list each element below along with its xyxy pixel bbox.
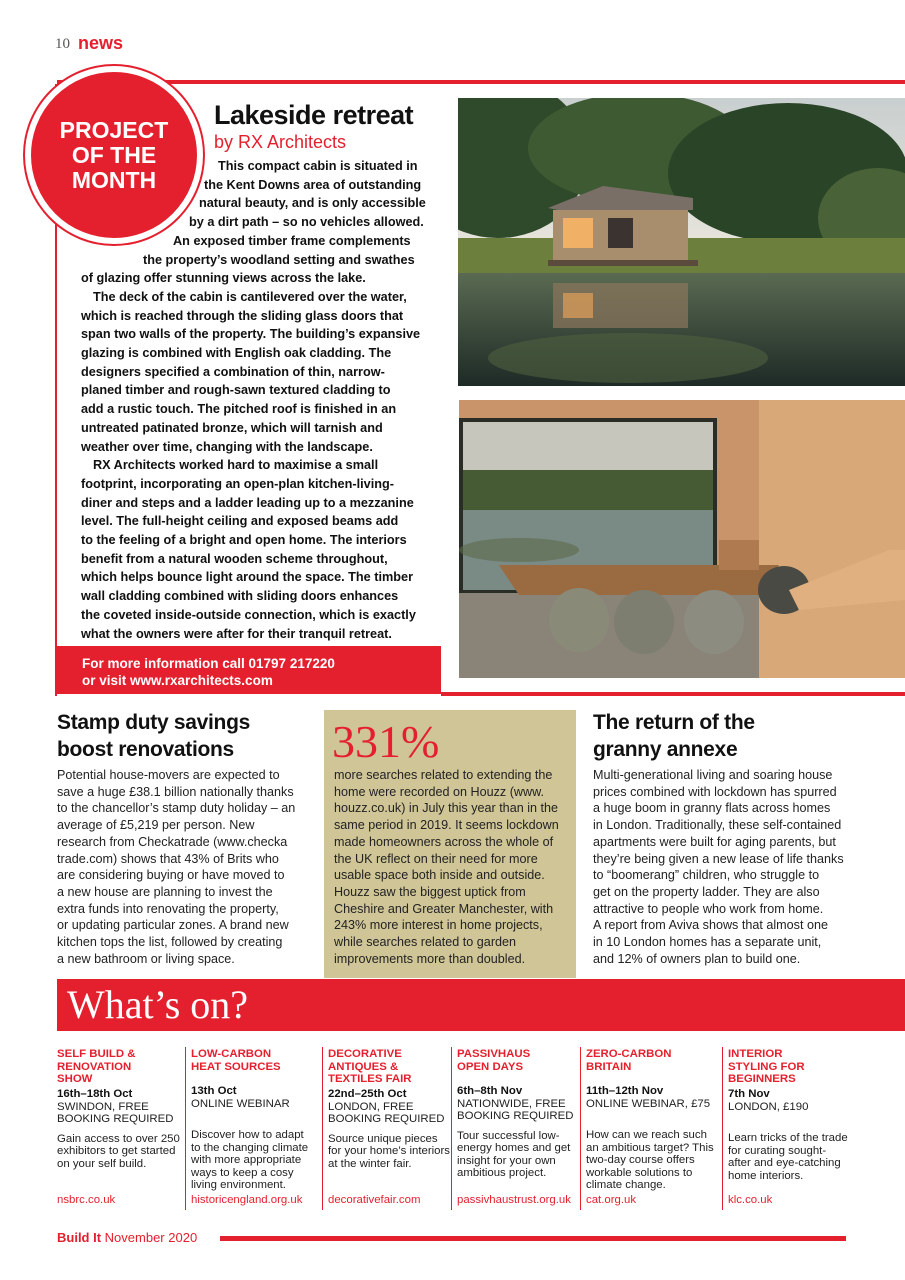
event-description: Tour successful low- <box>457 1129 560 1142</box>
column-line: apartments were built for aging parents, but <box>593 834 836 849</box>
column-line: a huge boom in granny flats across homes <box>593 801 831 816</box>
feature-body-line: This compact cabin is situated in <box>218 159 418 173</box>
feature-body-line: natural beauty, and is only accessible <box>199 196 426 211</box>
headline-line: The return of the <box>593 711 755 734</box>
event-date: 22nd–25th Oct <box>328 1088 407 1100</box>
feature-byline: by RX Architects <box>214 132 347 152</box>
event-title: ANTIQUES & <box>328 1060 399 1073</box>
column-line: save a huge £38.1 billion nationally thanks <box>57 784 294 799</box>
event-description: an ambitious target? This <box>586 1141 714 1154</box>
event-description: with more appropriate <box>191 1154 302 1166</box>
column-line: a new house are planning to invest the <box>57 884 273 899</box>
event-description: for curating sought- <box>728 1144 827 1157</box>
feature-body-line: to the feeling of a bright and open home. The interiors <box>81 533 407 547</box>
column-line: to the chancellor’s stamp duty holiday – an <box>57 801 296 816</box>
event-description: Source unique pieces <box>328 1132 438 1145</box>
column-line: while searches related to garden <box>334 935 517 950</box>
column-line: same period in 2019. It seems lockdown <box>334 818 559 833</box>
event-date: 11th–12th Nov <box>586 1085 664 1097</box>
event-title: TEXTILES FAIR <box>328 1073 412 1085</box>
event-title: BRITAIN <box>586 1060 632 1073</box>
event-title: BEGINNERS <box>728 1073 796 1085</box>
event-description: living environment. <box>191 1179 286 1191</box>
event-item <box>191 1048 308 1192</box>
event-location: NATIONWIDE, FREE <box>457 1097 566 1110</box>
feature-body-line: untreated patinated bronze, which will tarnish and <box>81 420 383 435</box>
headline-line: Stamp duty savings <box>57 711 250 734</box>
event-description: on your self build. <box>57 1157 147 1170</box>
event-date: 7th Nov <box>728 1088 770 1100</box>
event-description: Discover how to adapt <box>191 1129 304 1141</box>
event-date: 6th–8th Nov <box>457 1085 523 1097</box>
column-line: trade.com) shows that 43% of Brits who <box>57 851 279 866</box>
event-description: insight for your own <box>457 1154 556 1167</box>
event-date: 13th Oct <box>191 1085 237 1097</box>
feature-body-line: the property’s woodland setting and swathes <box>143 252 415 267</box>
cabin-interior-photo <box>459 400 905 678</box>
section-label: news <box>78 33 124 53</box>
badge-line: OF THE <box>71 141 157 168</box>
info-phone: For more information call 01797 217220 <box>82 656 335 671</box>
event-link[interactable]: klc.co.uk <box>728 1194 773 1206</box>
cabin-exterior-photo <box>458 98 905 386</box>
column-line: usable space both inside and outside. <box>334 868 545 883</box>
feature-body-line: designers specified a combination of thin, narrow- <box>81 364 385 379</box>
event-item <box>586 1048 714 1192</box>
event-title: RENOVATION <box>57 1060 132 1073</box>
stat-body <box>334 767 559 967</box>
event-location: ONLINE WEBINAR <box>191 1097 290 1110</box>
column-line: attractive to people who work from home. <box>593 901 824 916</box>
feature-body-line: diner and steps and a ladder leading up to a mezzanine <box>81 495 414 510</box>
event-divider <box>580 1047 581 1210</box>
event-divider <box>185 1047 186 1210</box>
feature-body-line: benefit from a natural wooden scheme throughout, <box>81 551 388 566</box>
event-description: energy homes and get <box>457 1142 571 1154</box>
column-line: houzz.co.uk) in July this year than in the <box>334 801 559 816</box>
event-location: BOOKING REQUIRED <box>457 1110 574 1122</box>
column-line: improvements more than doubled. <box>334 951 526 966</box>
column-line: Cheshire and Greater Manchester, with <box>334 901 554 916</box>
stamp-duty-body <box>57 767 295 967</box>
stamp-duty-headline <box>57 709 250 763</box>
feature-body-line: planed timber and rough-sawn textured cladding to <box>81 383 391 398</box>
column-line: more searches related to extending the <box>334 768 553 782</box>
event-description: climate change. <box>586 1179 666 1191</box>
event-description: to the changing climate <box>191 1141 309 1154</box>
event-divider <box>722 1047 723 1210</box>
column-line: a new bathroom or living space. <box>57 951 235 966</box>
column-line: research from Checkatrade (www.checka <box>57 834 288 849</box>
badge-line: PROJECT <box>59 116 169 143</box>
project-of-the-month-badge <box>25 66 203 244</box>
event-description: Learn tricks of the trade <box>728 1132 848 1144</box>
event-description: ambitious project. <box>457 1167 547 1179</box>
info-website: or visit www.rxarchitects.com <box>82 673 273 688</box>
event-title: STYLING FOR <box>728 1060 805 1073</box>
event-link[interactable]: decorativefair.com <box>328 1194 421 1206</box>
granny-annexe-body <box>593 767 844 967</box>
event-divider <box>322 1047 323 1210</box>
event-location: BOOKING REQUIRED <box>57 1113 174 1125</box>
event-item <box>328 1048 450 1170</box>
event-description: How can we reach such <box>586 1129 707 1141</box>
event-title: ZERO-CARBON <box>586 1048 672 1060</box>
event-description: at the winter fair. <box>328 1157 412 1170</box>
column-line: kitchen tops the list, followed by creating <box>57 935 283 950</box>
event-title: HEAT SOURCES <box>191 1060 281 1073</box>
column-line: in London. Traditionally, these self-contained <box>593 818 842 833</box>
column-line: Multi-generational living and soaring house <box>593 768 833 782</box>
feature-body-line: which helps bounce light around the space. The timber <box>81 570 414 585</box>
feature-body-line: weather over time, changing with the landscape. <box>81 439 373 454</box>
stat-number: 331% <box>332 716 440 767</box>
event-title: OPEN DAYS <box>457 1060 524 1073</box>
feature-body-line: footprint, incorporating an open-plan kitchen-living- <box>81 476 394 491</box>
footer-rule <box>220 1236 846 1241</box>
event-title: PASSIVHAUS <box>457 1048 531 1060</box>
event-description: exhibitors to get started <box>57 1145 176 1157</box>
column-line: average of £5,219 per person. New <box>57 818 255 833</box>
column-line: the UK reflect on their need for more <box>334 851 538 866</box>
column-line: A report from Aviva shows that almost one <box>593 918 828 933</box>
info-box <box>57 646 441 694</box>
granny-annexe-headline <box>593 709 755 763</box>
event-description: Gain access to over 250 <box>57 1132 180 1145</box>
feature-body-line: the Kent Downs area of outstanding <box>204 177 422 192</box>
event-item <box>728 1048 848 1182</box>
feature-body-line: by a dirt path – so no vehicles allowed. <box>189 215 424 230</box>
event-location: LONDON, FREE <box>328 1100 414 1113</box>
column-line: prices combined with lockdown has spurred <box>593 784 837 799</box>
headline-line: boost renovations <box>57 738 234 761</box>
column-line: Houzz saw the biggest uptick from <box>334 884 526 899</box>
event-date: 16th–18th Oct <box>57 1088 133 1100</box>
event-link[interactable]: nsbrc.co.uk <box>57 1194 116 1206</box>
headline-line: granny annexe <box>593 738 738 761</box>
event-item <box>57 1048 180 1170</box>
column-line: extra funds into renovating the property, <box>57 901 279 916</box>
event-location: ONLINE WEBINAR, £75 <box>586 1097 711 1110</box>
feature-body-line: span two walls of the property. The building’s expansive <box>81 327 421 342</box>
column-line: or updating particular zones. A brand new <box>57 918 289 933</box>
column-line: Potential house-movers are expected to <box>57 768 280 782</box>
feature-body-line: glazing is combined with English oak cladding. The <box>81 346 392 360</box>
column-line: 243% more interest in home projects, <box>334 918 543 933</box>
event-title: LOW-CARBON <box>191 1048 272 1060</box>
footer <box>57 1230 197 1245</box>
event-description: workable solutions to <box>586 1166 693 1179</box>
feature-body-line: level. The full-height ceiling and exposed beams add <box>81 514 399 529</box>
event-description: two-day course offers <box>586 1154 695 1166</box>
column-line: and 12% of owners plan to build one. <box>593 951 801 966</box>
feature-body-line: the coveted inside-outside connection, which is exactly <box>81 607 416 622</box>
column-line: they’re being given a new lease of life thanks <box>593 851 844 866</box>
whats-on-title: What’s on? <box>67 982 249 1027</box>
column-line: are considering buying or have moved to <box>57 868 285 883</box>
event-divider <box>451 1047 452 1210</box>
event-description: home interiors. <box>728 1169 804 1182</box>
event-link[interactable]: cat.org.uk <box>586 1194 637 1206</box>
event-title: DECORATIVE <box>328 1048 402 1060</box>
feature-body-line: The deck of the cabin is cantilevered over the water, <box>93 289 407 304</box>
event-location: SWINDON, FREE <box>57 1100 149 1113</box>
footer-brand: Build It <box>57 1230 102 1245</box>
event-description: after and eye-catching <box>728 1157 841 1169</box>
event-location: BOOKING REQUIRED <box>328 1113 445 1125</box>
event-title: INTERIOR <box>728 1048 783 1060</box>
feature-body-line: which is reached through the sliding glass doors that <box>81 308 404 323</box>
column-line: home were recorded on Houzz (www. <box>334 784 544 799</box>
feature-body-line: An exposed timber frame complements <box>173 233 411 248</box>
event-link[interactable]: historicengland.org.uk <box>191 1194 303 1206</box>
feature-body-line: wall cladding combined with sliding doors enhances <box>81 589 399 604</box>
footer-issue: November 2020 <box>104 1230 198 1245</box>
event-item <box>457 1048 573 1180</box>
event-location: LONDON, £190 <box>728 1100 809 1113</box>
mid-rule <box>441 692 905 696</box>
event-description: ways to keep a cosy <box>191 1166 294 1179</box>
feature-body-line: RX Architects worked hard to maximise a small <box>93 458 379 473</box>
event-description: for your home’s interiors <box>328 1145 450 1157</box>
column-line: get on the property ladder. They are also <box>593 884 820 899</box>
column-line: to “boomerang” children, who struggle to <box>593 868 820 883</box>
event-title: SHOW <box>57 1073 93 1085</box>
column-line: in 10 London homes has a separate unit, <box>593 935 822 950</box>
feature-title: Lakeside retreat <box>214 100 414 130</box>
column-line: made homeowners across the whole of <box>334 834 554 849</box>
badge-line: MONTH <box>71 166 157 193</box>
event-title: SELF BUILD & <box>57 1048 136 1060</box>
top-rule <box>57 80 905 84</box>
feature-body-line: of glazing offer stunning views across the lake. <box>81 271 366 286</box>
feature-body-line: add a rustic touch. The pitched roof is finished in an <box>81 402 397 417</box>
event-link[interactable]: passivhaustrust.org.uk <box>457 1194 571 1206</box>
feature-body-line: what the owners were after for their tranquil retreat. <box>81 626 392 641</box>
page-number: 10 <box>55 36 70 52</box>
